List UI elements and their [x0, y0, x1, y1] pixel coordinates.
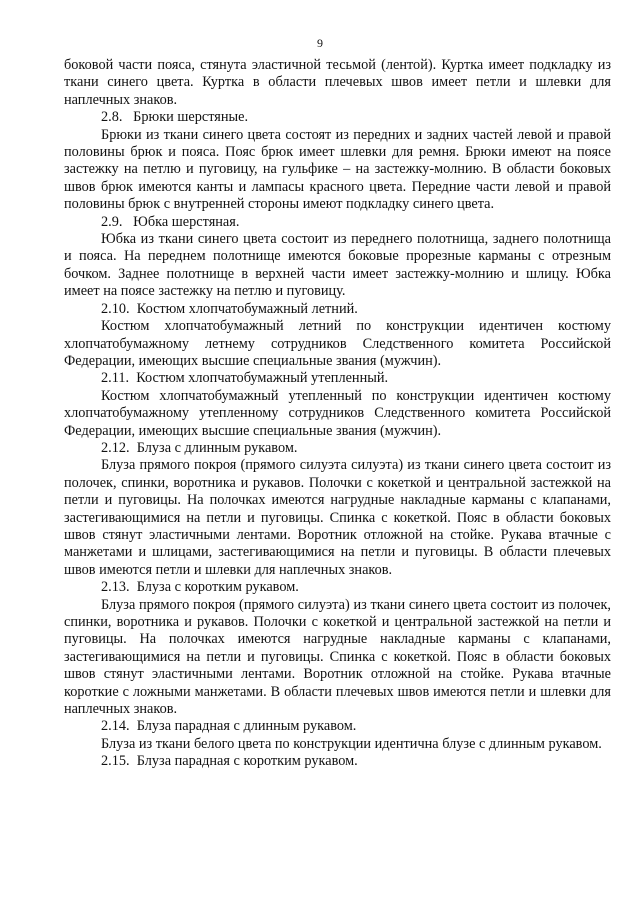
page-number: 9	[317, 36, 323, 50]
paragraph-long-sleeve-blouse: Блуза прямого покроя (прямого силуэта силуэта) из ткани синего цвета состоит из полочек, спинки, воротника и рукавов. Полочки с кокеткой и центральной застежкой на петли и пуговицы. На полочках имеются нагрудные накладные карманы с клапанами, застегивающимися на петли и пуговицы. Спинка с кокеткой. Пояс в области боковых швов стянут эластичными лентами. Воротник отложной на стойке. Рукава втачные с манжетами и шлицами, застегивающимися на петли и пуговицы. В области плечевых швов имеются петли и шлевки для наплечных знаков.	[64, 457, 611, 578]
section-heading-2-13: 2.13. Блуза с коротким рукавом.	[101, 579, 299, 596]
paragraph-trousers: Брюки из ткани синего цвета состоят из передних и задних частей левой и правой половины брюк и пояса. Пояс брюк имеет шлевки для ремня. Брюки имеют на поясе застежку на петлю и пуговицу, на гульфике – на застежку-молнию. В области боковых швов брюк имеются канты и лампасы красного цвета. Передние части левой и правой половины брюк с внутренней стороны имеют подкладку синего цвета.	[64, 126, 611, 213]
section-heading-2-8: 2.8. Брюки шерстяные.	[101, 109, 249, 126]
paragraph-insulated-suit: Костюм хлопчатобумажный утепленный по конструкции идентичен костюму хлопчатобумажному утепленному сотрудников Следственного комитета Российской Федерации, имеющих высшие специальные звания (мужчин).	[64, 387, 611, 439]
section-heading-2-12: 2.12. Блуза с длинным рукавом.	[101, 439, 298, 456]
section-heading-2-9: 2.9. Юбка шерстяная.	[101, 213, 240, 230]
section-heading-2-15: 2.15. Блуза парадная с коротким рукавом.	[101, 753, 358, 770]
paragraph-skirt: Юбка из ткани синего цвета состоит из переднего полотнища, заднего полотнища и пояса. На переднем полотнище имеются боковые прорезные карманы с отрезным бочком. Заднее полотнище в верхней части имеет застежку-молнию и шлицу. Юбка имеет на поясе застежку на петлю и пуговицу.	[64, 231, 611, 300]
section-heading-2-14: 2.14. Блуза парадная с длинным рукавом.	[101, 718, 357, 735]
section-heading-2-11: 2.11. Костюм хлопчатобумажный утепленный.	[101, 370, 389, 387]
paragraph-summer-suit: Костюм хлопчатобумажный летний по конструкции идентичен костюму хлопчатобумажному летнему сотрудников Следственного комитета Российской Федерации, имеющих высшие специальные звания (мужчин).	[64, 318, 611, 369]
paragraph-short-sleeve-blouse: Блуза прямого покроя (прямого силуэта) из ткани синего цвета состоит из полочек, спинки, воротника и рукавов. Полочки с кокеткой и центральной застежкой на петли и пуговицы. На полочках имеются нагрудные накладные карманы с клапанами, застегивающимися на петли и пуговицы. Спинка с кокеткой. Пояс в области боковых швов стянут эластичными лентами. Воротник отложной на стойке. Рукава втачные короткие с ложными манжетами. В области плечевых швов имеются петли и шлевки для наплечных знаков.	[64, 596, 611, 718]
paragraph-continuation-jacket: боковой части пояса, стянута эластичной тесьмой (лентой). Куртка имеет подкладку из ткани синего цвета. Куртка в области плечевых швов имеет петли и шлевки для наплечных знаков.	[64, 57, 611, 108]
paragraph-dress-long-sleeve-blouse: Блуза из ткани белого цвета по конструкции идентична блузе с длинным рукавом.	[101, 735, 602, 752]
section-heading-2-10: 2.10. Костюм хлопчатобумажный летний.	[101, 300, 358, 317]
document-body	[64, 57, 611, 771]
